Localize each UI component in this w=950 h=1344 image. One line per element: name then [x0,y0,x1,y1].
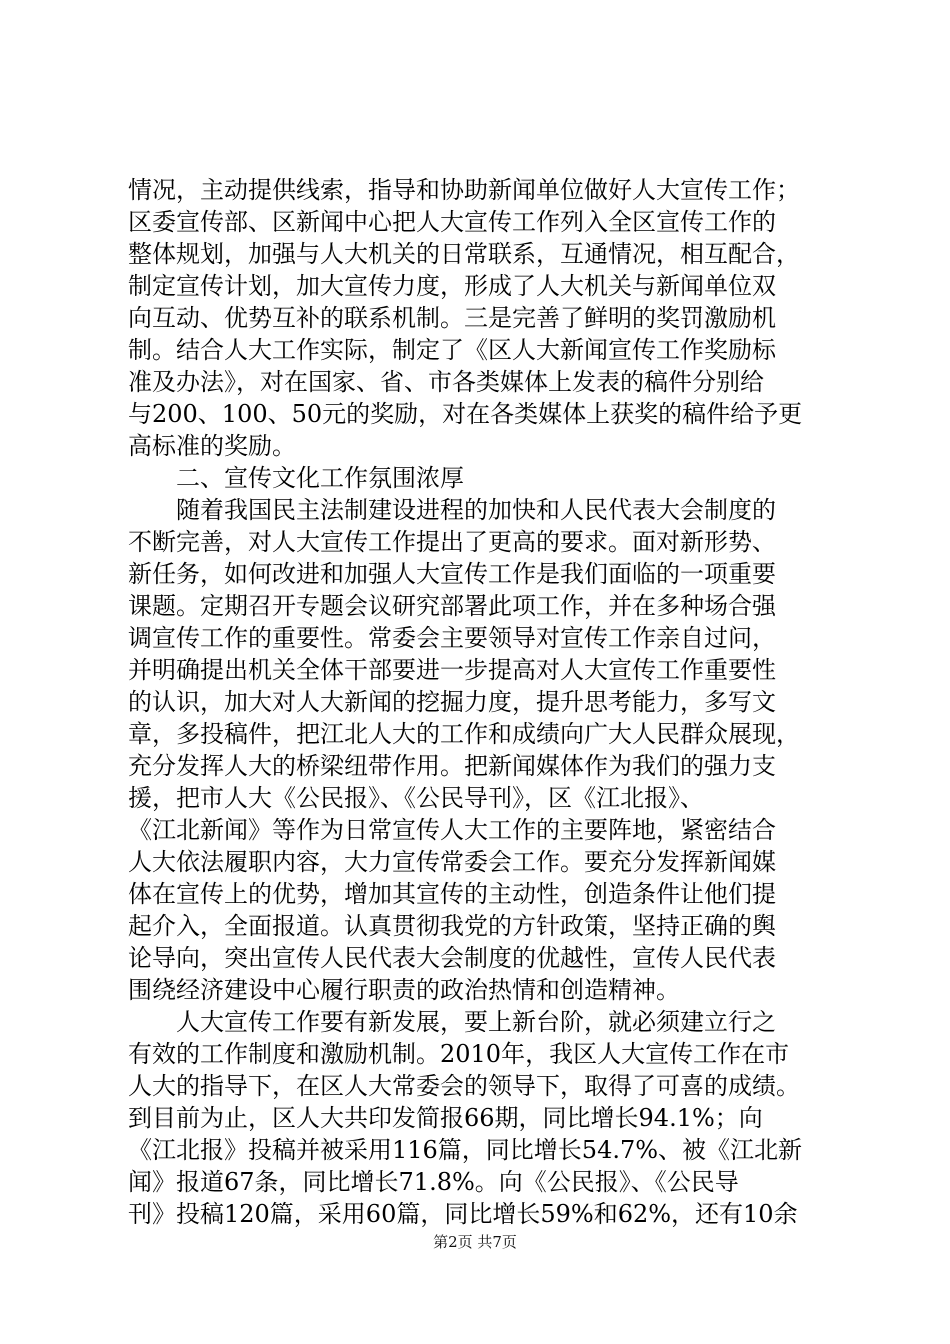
text-line: 《江北新闻》等作为日常宣传人大工作的主要阵地，紧密结合 [128,816,776,844]
text-line: 闻》报道67条，同比增长71.8%。向《公民报》、《公民导 [128,1168,739,1196]
text-line: 围绕经济建设中心履行职责的政治热情和创造精神。 [128,976,680,1004]
page-footer: 第2页 共7页 [433,1233,517,1251]
text-line: 准及办法》，对在国家、省、市各类媒体上发表的稿件分别给 [128,368,764,396]
text-line: 与200、100、50元的奖励，对在各类媒体上获奖的稿件给予更 [128,400,803,428]
text-line: 章，多投稿件，把江北人大的工作和成绩向广大人民群众展现， [128,720,800,748]
document-body [128,174,828,1230]
text-line: 充分发挥人大的桥梁纽带作用。把新闻媒体作为我们的强力支 [128,752,776,780]
text-line: 不断完善，对人大宣传工作提出了更高的要求。面对新形势、 [128,528,776,556]
text-line: 新任务，如何改进和加强人大宣传工作是我们面临的一项重要 [128,560,776,588]
text-line: 《江北报》投稿并被采用116篇，同比增长54.7%、被《江北新 [128,1136,803,1164]
text-line: 随着我国民主法制建设进程的加快和人民代表大会制度的 [128,496,776,524]
text-line: 向互动、优势互补的联系机制。三是完善了鲜明的奖罚激励机 [128,304,776,332]
text-line: 情况，主动提供线索，指导和协助新闻单位做好人大宣传工作； [128,176,800,204]
text-line: 体在宣传上的优势，增加其宣传的主动性，创造条件让他们提 [128,880,776,908]
text-line: 刊》投稿120篇，采用60篇，同比增长59%和62%，还有10余 [128,1200,798,1228]
text-line: 到目前为止，区人大共印发简报66期，同比增长94.1%；向 [128,1104,763,1132]
text-line: 课题。定期召开专题会议研究部署此项工作，并在多种场合强 [128,592,776,620]
section-heading: 二、宣传文化工作氛围浓厚 [128,464,464,492]
text-line: 调宣传工作的重要性。常委会主要领导对宣传工作亲自过问， [128,624,776,652]
text-line: 有效的工作制度和激励机制。2010年，我区人大宣传工作在市 [128,1040,790,1068]
text-line: 区委宣传部、区新闻中心把人大宣传工作列入全区宣传工作的 [128,208,776,236]
text-line: 人大的指导下，在区人大常委会的领导下，取得了可喜的成绩。 [128,1072,800,1100]
text-line: 的认识，加大对人大新闻的挖掘力度，提升思考能力，多写文 [128,688,776,716]
text-line: 人大宣传工作要有新发展，要上新台阶，就必须建立行之 [128,1008,776,1036]
text-line: 援，把市人大《公民报》、《公民导刊》，区《江北报》、 [128,784,704,812]
text-line: 起介入，全面报道。认真贯彻我党的方针政策，坚持正确的舆 [128,912,776,940]
text-line: 制。结合人大工作实际，制定了《区人大新闻宣传工作奖励标 [128,336,776,364]
text-line: 高标准的奖励。 [128,432,296,460]
text-line: 人大依法履职内容，大力宣传常委会工作。要充分发挥新闻媒 [128,848,776,876]
text-line: 制定宣传计划，加大宣传力度，形成了人大机关与新闻单位双 [128,272,776,300]
text-line: 并明确提出机关全体干部要进一步提高对人大宣传工作重要性 [128,656,776,684]
text-line: 整体规划，加强与人大机关的日常联系，互通情况，相互配合， [128,240,800,268]
text-line: 论导向，突出宣传人民代表大会制度的优越性，宣传人民代表 [128,944,776,972]
